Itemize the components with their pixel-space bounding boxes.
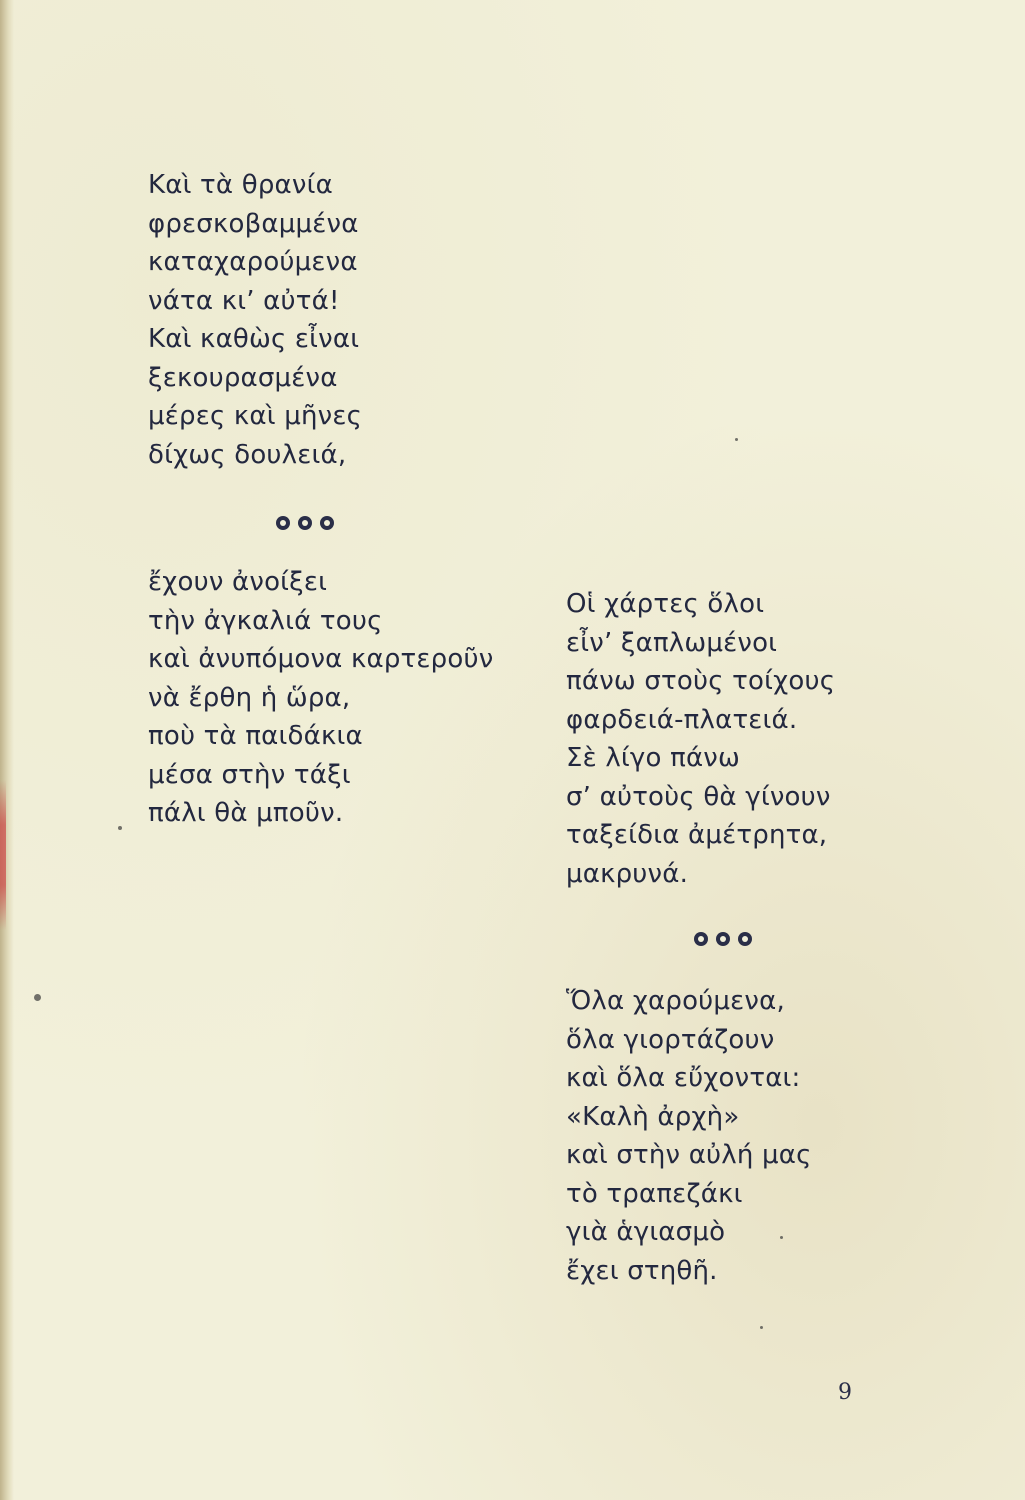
- verse-line: πάνω στοὺς τοίχους: [566, 666, 836, 696]
- verse-line: «Καλὴ ἀρχὴ»: [566, 1101, 740, 1132]
- verse-line: Καὶ καθὼς εἶναι: [148, 324, 360, 354]
- page-spine-shadow: [0, 0, 14, 1500]
- stanza-4: [566, 982, 812, 1290]
- flower-ornament-icon: [738, 932, 752, 946]
- stanza-separator: [694, 932, 752, 946]
- verse-line: μακρυνά.: [566, 858, 689, 889]
- verse-line: ταξείδια ἀμέτρητα,: [566, 820, 828, 850]
- verse-line: φαρδειά-πλατειά.: [566, 704, 798, 735]
- verse-line: ποὺ τὰ παιδάκια: [148, 721, 363, 751]
- verse-line: Ὅλα χαρούμενα,: [566, 986, 785, 1016]
- verse-line: τὸ τραπεζάκι: [566, 1178, 743, 1209]
- verse-line: φρεσκοβαμμένα: [148, 208, 359, 239]
- verse-line: Σὲ λίγο πάνω: [566, 743, 740, 773]
- ink-speck: [780, 1236, 783, 1239]
- verse-line: γιὰ ἁγιασμὸ: [566, 1217, 726, 1247]
- verse-line: ἔχει στηθῆ.: [566, 1255, 718, 1286]
- verse-line: εἶν’ ξαπλωμένοι: [566, 627, 778, 658]
- verse-line: μέρες καὶ μῆνες: [148, 401, 363, 431]
- page-number: 9: [838, 1380, 852, 1405]
- verse-line: πάλι θὰ μποῦν.: [148, 798, 344, 828]
- verse-line: μέσα στὴν τάξι: [148, 759, 351, 790]
- ink-speck: [735, 438, 738, 441]
- ink-speck: [118, 826, 122, 830]
- ink-speck: [760, 1326, 763, 1329]
- verse-line: νὰ ἔρθη ἡ ὥρα,: [148, 682, 351, 713]
- verse-line: καὶ ὅλα εὔχονται:: [566, 1063, 801, 1093]
- verse-line: καὶ στὴν αὐλή μας: [566, 1140, 812, 1170]
- verse-line: Οἱ χάρτες ὅλοι: [566, 589, 765, 619]
- verse-line: ξεκουρασμένα: [148, 362, 338, 393]
- flower-ornament-icon: [694, 932, 708, 946]
- stanza-1: [148, 166, 362, 474]
- verse-line: δίχως δουλειά,: [148, 439, 347, 470]
- verse-line: ἔχουν ἀνοίξει: [148, 567, 328, 597]
- ink-speck: [34, 994, 41, 1001]
- verse-line: τὴν ἀγκαλιά τους: [148, 605, 383, 636]
- flower-ornament-icon: [276, 516, 290, 530]
- red-edge-stain: [0, 780, 6, 930]
- flower-ornament-icon: [716, 932, 730, 946]
- verse-line: σ’ αὐτοὺς θὰ γίνουν: [566, 781, 831, 812]
- verse-line: Καὶ τὰ θρανία: [148, 170, 333, 200]
- stanza-3: [566, 585, 835, 893]
- stanza-2: [148, 563, 493, 833]
- stanza-separator: [276, 516, 334, 530]
- verse-line: καταχαρούμενα: [148, 247, 358, 277]
- flower-ornament-icon: [298, 516, 312, 530]
- verse-line: ὅλα γιορτάζουν: [566, 1024, 775, 1055]
- flower-ornament-icon: [320, 516, 334, 530]
- verse-line: νάτα κι’ αὐτά!: [148, 285, 340, 316]
- verse-line: καὶ ἀνυπόμονα καρτεροῦν: [148, 644, 494, 674]
